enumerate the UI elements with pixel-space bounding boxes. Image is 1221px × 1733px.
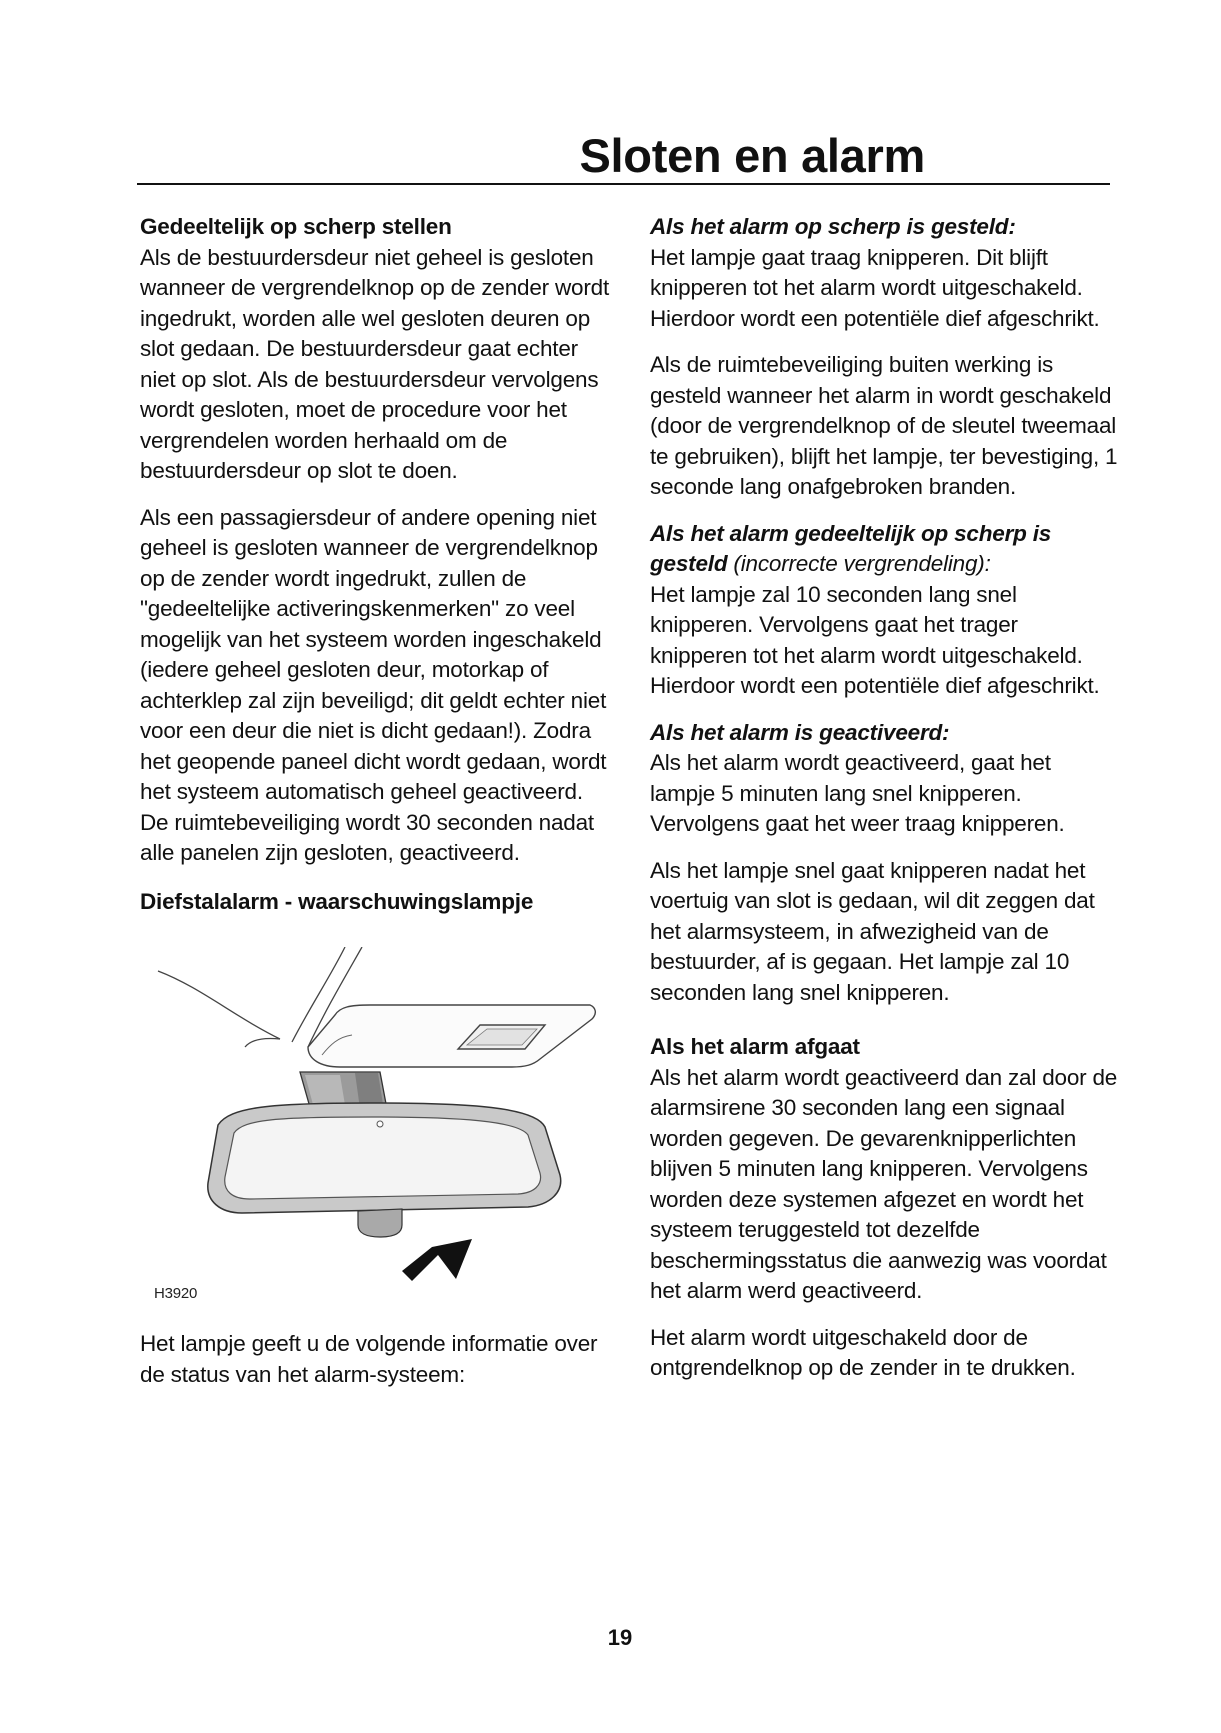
arrow-icon — [402, 1239, 472, 1281]
title-divider — [137, 183, 1110, 185]
paragraph-partially-armed: Het lampje zal 10 seconden lang snel knipperen. Vervolgens gaat het trager knipperen tot het alarm wordt uitgeschakeld. Hierdoor wordt een potentiële dief afgeschrikt. — [650, 581, 1100, 698]
paragraph-armed: Het lampje gaat traag knipperen. Dit blijft knipperen tot het alarm wordt uitgeschakeld. Hierdoor wordt een potentiële dief afgeschrikt. — [650, 244, 1100, 331]
paragraph-lamp-info: Het lampje geeft u de volgende informatie over de status van het alarm-systeem: — [140, 1331, 598, 1387]
heading-warning-lamp: Diefstalalarm - waarschuwingslampje — [140, 888, 534, 914]
paragraph-passenger-door: Als een passagiersdeur of andere opening niet geheel is gesloten wanneer de vergrendelknop op de zender wordt ingedrukt, zullen de "gedeeltelijke activeringskenmerken" zo veel mogelijk van het systeem worden ingeschakeld (iedere geheel gesloten deur, motorkap of achterklep zal zijn beveiligd; dit geldt echter niet voor een deur die niet is dicht gedaan!). Zodra het geopende paneel dicht wordt gedaan, wordt het systeem automatisch geheel geactiveerd. De ruimtebeveiliging wordt 30 seconden nadat alle panelen zijn gesloten, geactiveerd. — [140, 504, 607, 865]
paragraph-activated: Als het alarm wordt geactiveerd, gaat het lampje 5 minuten lang snel knipperen. Vervolgens gaat het weer traag knipperen. — [650, 750, 1065, 836]
headliner-panel — [308, 1005, 595, 1067]
left-column — [140, 212, 610, 1406]
paragraph-driver-door: Als de bestuurdersdeur niet geheel is gesloten wanneer de vergrendelknop op de zender wordt ingedrukt, worden alle wel gesloten deuren op slot gedaan. De bestuurdersdeur gaat echter niet op slot. Als de bestuurdersdeur vervolgens wordt gesloten, moet de procedure voor het vergrendelen worden herhaald om de bestuurdersdeur op slot te doen. — [140, 244, 610, 483]
trim-line — [245, 1038, 280, 1047]
section-alarm-triggered — [650, 1032, 1120, 1307]
heading-partial-arming: Gedeeltelijk op scherp stellen — [140, 214, 452, 239]
windscreen-edge-line — [158, 971, 280, 1039]
page-number: 19 — [607, 1625, 633, 1650]
heading-activated: Als het alarm is geactiveerd: — [650, 719, 950, 745]
figure-label: H3920 — [154, 1285, 198, 1302]
warning-lamp-dot — [377, 1121, 383, 1127]
section-armed — [650, 212, 1120, 334]
right-column — [650, 212, 1120, 1400]
section-partial-arming — [140, 212, 610, 487]
heading-alarm-triggered: Als het alarm afgaat — [650, 1034, 860, 1059]
mirror-illustration — [140, 947, 610, 1329]
mirror-glass — [225, 1117, 541, 1199]
section-activated — [650, 718, 1120, 840]
rear-view-mirror-drawing — [140, 947, 610, 1329]
paragraph-interior-protection: Als de ruimtebeveiliging buiten werking is gesteld wanneer het alarm in wordt geschakeld (door de vergrendelknop of de sleutel tweemaal te gebruiken), blijft het lampje, ter bevestiging, 1 seconde lang onafgebroken branden. — [650, 352, 1118, 499]
mirror-dimming-button — [358, 1209, 402, 1237]
paragraph-unlocked-flashing: Als het lampje snel gaat knipperen nadat het voertuig van slot is gedaan, wil dit zeggen dat het alarmsysteem, in afwezigheid van de bestuurder, af is gegaan. Het lampje zal 10 seconden lang snel knipperen. — [650, 857, 1095, 1005]
paragraph-disarm: Het alarm wordt uitgeschakeld door de ontgrendelknop op de zender in te drukken. — [650, 1324, 1076, 1380]
heading-partially-armed-note: (incorrecte vergrendeling): — [727, 551, 991, 576]
section-partially-armed — [650, 519, 1120, 702]
heading-armed: Als het alarm op scherp is gesteld: — [650, 214, 1016, 239]
page-title: Sloten en alarm — [579, 129, 925, 182]
heading-partially-armed: Als het alarm gedeeltelijk op scherp is gesteld — [650, 520, 1052, 576]
paragraph-alarm-triggered: Als het alarm wordt geactiveerd dan zal door de alarmsirene 30 seconden lang een signaal worden gegeven. De gevarenknipperlichten blijven 5 minuten lang knipperen. Vervolgens worden deze systemen afgezet en wordt het systeem teruggesteld tot dezelfde beschermingsstatus die aanwezig was voordat het alarm werd geactiveerd. — [650, 1064, 1118, 1303]
